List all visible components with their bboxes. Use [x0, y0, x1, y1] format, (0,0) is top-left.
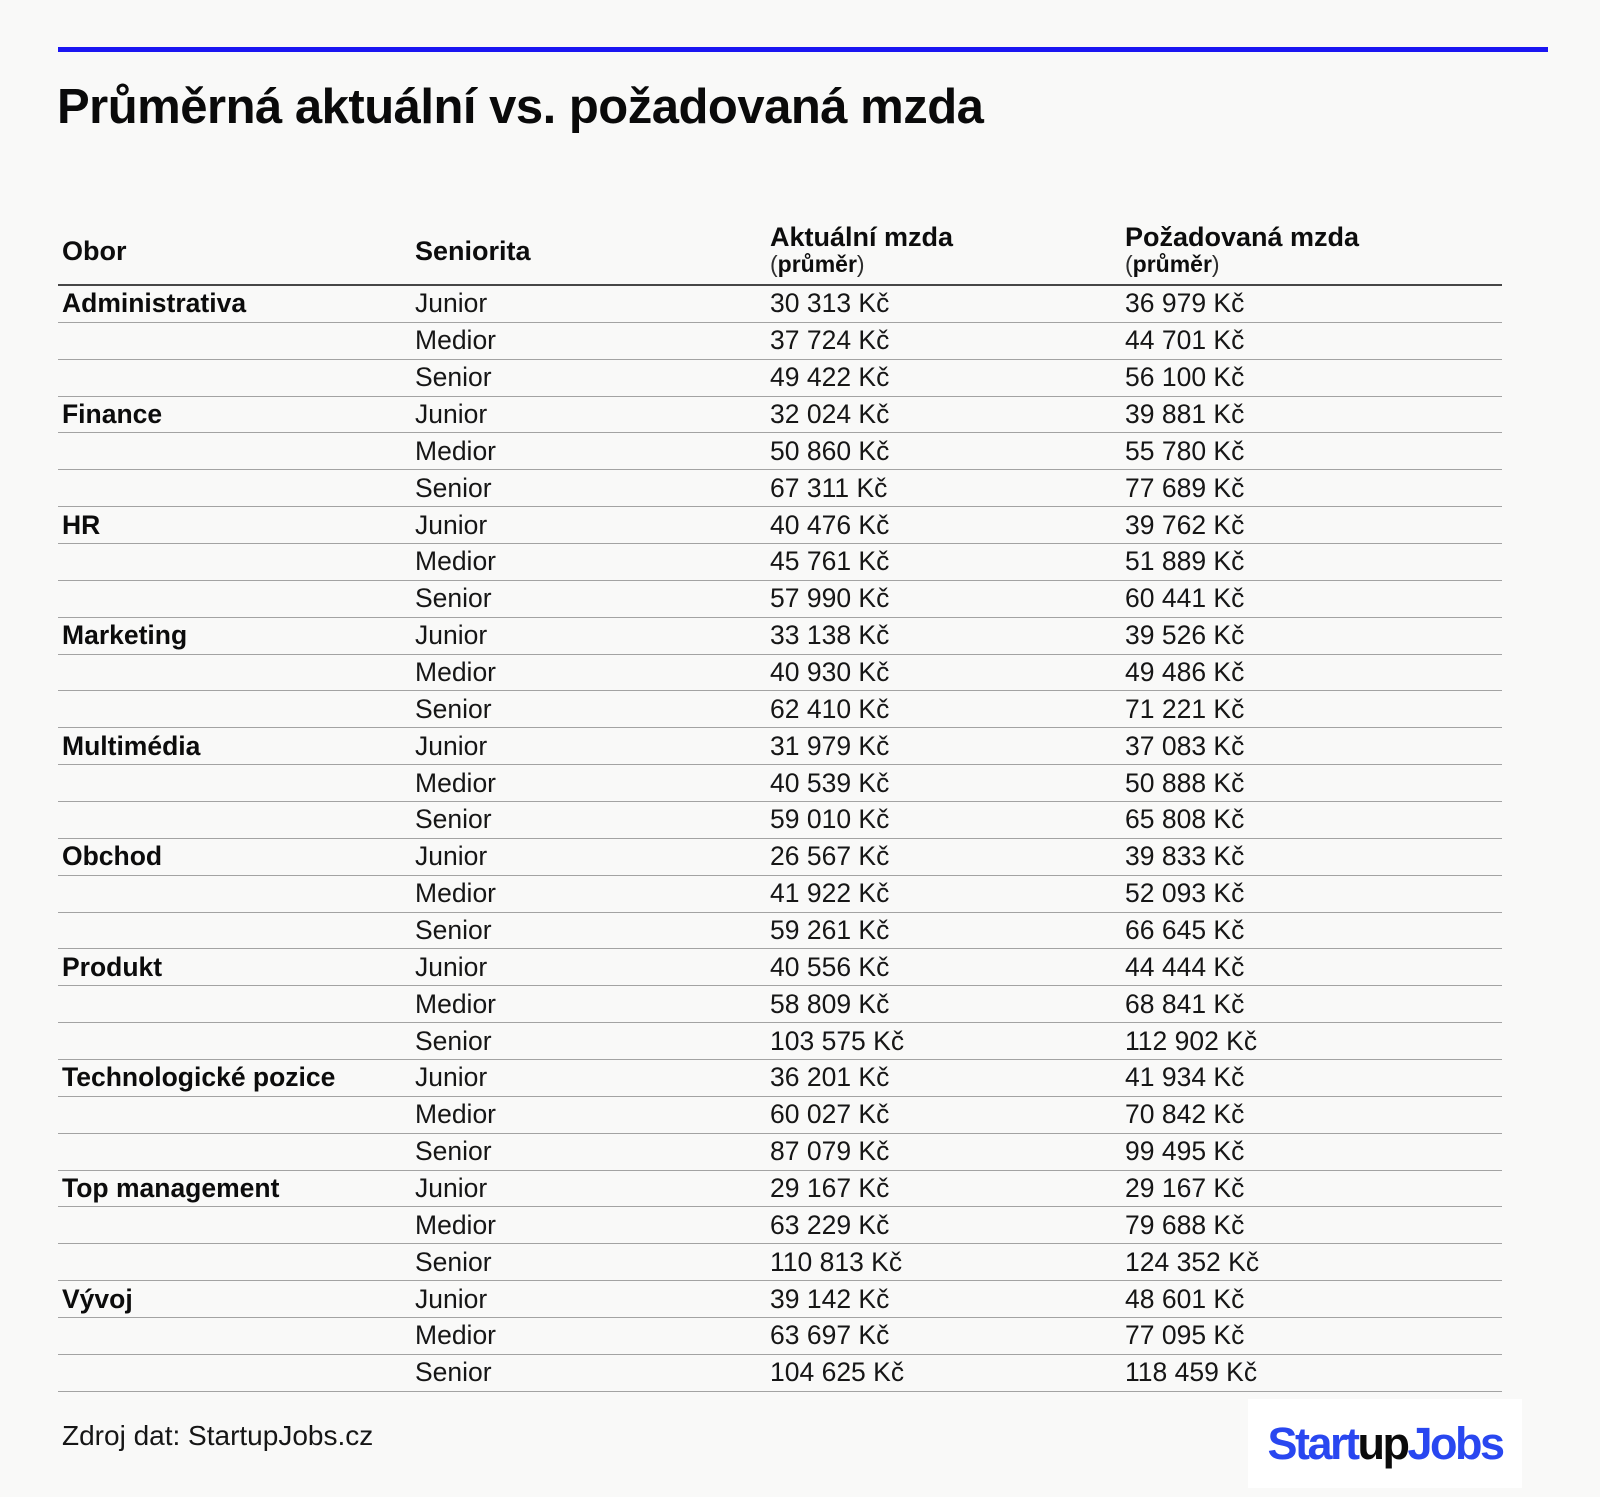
startupjobs-logo	[1248, 1399, 1522, 1488]
table-row	[58, 397, 1502, 434]
cell-pozadovana-mzda: 39 762 Kč	[1125, 509, 1245, 540]
table-row	[58, 544, 1502, 581]
cell-pozadovana-mzda: 68 841 Kč	[1125, 988, 1245, 1019]
col-header-pozadovana-subnote: (průměr)	[1125, 251, 1220, 278]
cell-seniorita: Senior	[415, 1246, 492, 1277]
cell-obor: Administrativa	[62, 288, 247, 319]
table-row	[58, 433, 1502, 470]
cell-aktualni-mzda: 40 476 Kč	[770, 509, 890, 540]
table-row	[58, 876, 1502, 913]
cell-seniorita: Junior	[415, 730, 488, 761]
cell-pozadovana-mzda: 65 808 Kč	[1125, 804, 1245, 835]
cell-aktualni-mzda: 59 261 Kč	[770, 915, 890, 946]
cell-seniorita: Junior	[415, 1173, 488, 1204]
cell-seniorita: Senior	[415, 1357, 492, 1388]
cell-seniorita: Senior	[415, 583, 492, 614]
cell-aktualni-mzda: 103 575 Kč	[770, 1025, 905, 1056]
table-row	[58, 470, 1502, 507]
cell-seniorita: Senior	[415, 362, 492, 393]
table-row	[58, 1134, 1502, 1171]
cell-aktualni-mzda: 36 201 Kč	[770, 1062, 890, 1093]
cell-aktualni-mzda: 33 138 Kč	[770, 620, 890, 651]
cell-aktualni-mzda: 40 539 Kč	[770, 767, 890, 798]
cell-pozadovana-mzda: 99 495 Kč	[1125, 1136, 1245, 1167]
table-body	[58, 286, 1502, 1392]
table-row	[58, 618, 1502, 655]
cell-obor: Technologické pozice	[62, 1062, 336, 1093]
table-row	[58, 691, 1502, 728]
table-row	[58, 1355, 1502, 1392]
cell-pozadovana-mzda: 41 934 Kč	[1125, 1062, 1245, 1093]
cell-obor: Marketing	[62, 620, 188, 651]
cell-seniorita: Senior	[415, 915, 492, 946]
cell-pozadovana-mzda: 39 833 Kč	[1125, 841, 1245, 872]
cell-pozadovana-mzda: 49 486 Kč	[1125, 657, 1245, 688]
table-row	[58, 1171, 1502, 1208]
cell-seniorita: Medior	[415, 435, 497, 466]
cell-pozadovana-mzda: 118 459 Kč	[1125, 1357, 1258, 1388]
cell-aktualni-mzda: 67 311 Kč	[770, 472, 888, 503]
table-row	[58, 360, 1502, 397]
cell-obor: Produkt	[62, 951, 163, 982]
cell-seniorita: Medior	[415, 1209, 497, 1240]
cell-aktualni-mzda: 57 990 Kč	[770, 583, 890, 614]
table-row	[58, 655, 1502, 692]
cell-aktualni-mzda: 30 313 Kč	[770, 288, 890, 319]
cell-seniorita: Junior	[415, 951, 488, 982]
table-row	[58, 507, 1502, 544]
cell-seniorita: Senior	[415, 472, 492, 503]
cell-aktualni-mzda: 110 813 Kč	[770, 1246, 903, 1277]
table-row	[58, 323, 1502, 360]
cell-aktualni-mzda: 26 567 Kč	[770, 841, 890, 872]
cell-pozadovana-mzda: 124 352 Kč	[1125, 1246, 1260, 1277]
salary-table	[58, 220, 1502, 1392]
table-row	[58, 1207, 1502, 1244]
cell-aktualni-mzda: 29 167 Kč	[770, 1173, 890, 1204]
cell-seniorita: Medior	[415, 325, 497, 356]
cell-aktualni-mzda: 37 724 Kč	[770, 325, 890, 356]
cell-pozadovana-mzda: 44 444 Kč	[1125, 951, 1245, 982]
cell-aktualni-mzda: 87 079 Kč	[770, 1136, 890, 1167]
table-row	[58, 728, 1502, 765]
cell-obor: Top management	[62, 1173, 280, 1204]
cell-aktualni-mzda: 58 809 Kč	[770, 988, 890, 1019]
cell-pozadovana-mzda: 77 689 Kč	[1125, 472, 1245, 503]
cell-seniorita: Medior	[415, 767, 497, 798]
table-row	[58, 986, 1502, 1023]
cell-aktualni-mzda: 31 979 Kč	[770, 730, 890, 761]
cell-seniorita: Medior	[415, 988, 497, 1019]
table-row	[58, 1318, 1502, 1355]
cell-seniorita: Junior	[415, 841, 488, 872]
cell-seniorita: Senior	[415, 693, 492, 724]
cell-obor: Finance	[62, 399, 163, 429]
cell-pozadovana-mzda: 56 100 Kč	[1125, 362, 1245, 393]
cell-pozadovana-mzda: 50 888 Kč	[1125, 767, 1245, 798]
cell-pozadovana-mzda: 37 083 Kč	[1125, 730, 1245, 761]
table-row	[58, 949, 1502, 986]
table-row	[58, 1023, 1502, 1060]
cell-seniorita: Medior	[415, 546, 497, 577]
cell-pozadovana-mzda: 39 881 Kč	[1125, 399, 1245, 429]
cell-aktualni-mzda: 41 922 Kč	[770, 878, 890, 909]
cell-seniorita: Junior	[415, 1062, 488, 1093]
accent-rule	[58, 47, 1548, 52]
cell-aktualni-mzda: 50 860 Kč	[770, 435, 890, 466]
data-source: Zdroj dat: StartupJobs.cz	[62, 1420, 374, 1451]
cell-pozadovana-mzda: 48 601 Kč	[1125, 1283, 1245, 1314]
cell-aktualni-mzda: 45 761 Kč	[770, 546, 890, 577]
cell-aktualni-mzda: 40 556 Kč	[770, 951, 890, 982]
table-row	[58, 1244, 1502, 1281]
cell-pozadovana-mzda: 66 645 Kč	[1125, 915, 1245, 946]
cell-seniorita: Medior	[415, 1099, 497, 1130]
table-row	[58, 913, 1502, 950]
table-row	[58, 286, 1502, 323]
cell-obor: HR	[62, 509, 101, 540]
cell-seniorita: Junior	[415, 509, 488, 540]
table-row	[58, 765, 1502, 802]
table-row	[58, 1097, 1502, 1134]
cell-obor: Vývoj	[62, 1283, 133, 1314]
table-header-row	[58, 220, 1502, 286]
cell-pozadovana-mzda: 36 979 Kč	[1125, 288, 1245, 319]
table-row	[58, 802, 1502, 839]
col-header-aktualni-mzda	[768, 220, 1123, 284]
cell-seniorita: Senior	[415, 1136, 492, 1167]
table-row	[58, 1060, 1502, 1097]
cell-aktualni-mzda: 32 024 Kč	[770, 399, 890, 429]
cell-seniorita: Junior	[415, 620, 488, 651]
cell-aktualni-mzda: 60 027 Kč	[770, 1099, 890, 1130]
cell-pozadovana-mzda: 60 441 Kč	[1125, 583, 1245, 614]
cell-aktualni-mzda: 63 697 Kč	[770, 1320, 890, 1351]
cell-obor: Multimédia	[62, 730, 201, 761]
cell-aktualni-mzda: 49 422 Kč	[770, 362, 890, 393]
col-header-seniorita: Seniorita	[415, 235, 531, 266]
col-header-pozadovana-mzda	[1123, 220, 1502, 284]
cell-seniorita: Junior	[415, 1283, 488, 1314]
cell-pozadovana-mzda: 70 842 Kč	[1125, 1099, 1245, 1130]
cell-seniorita: Medior	[415, 657, 497, 688]
cell-pozadovana-mzda: 51 889 Kč	[1125, 546, 1245, 577]
cell-aktualni-mzda: 59 010 Kč	[770, 804, 890, 835]
table-row	[58, 839, 1502, 876]
cell-pozadovana-mzda: 77 095 Kč	[1125, 1320, 1245, 1351]
cell-aktualni-mzda: 62 410 Kč	[770, 693, 890, 724]
cell-pozadovana-mzda: 112 902 Kč	[1125, 1025, 1258, 1056]
cell-seniorita: Junior	[415, 288, 488, 319]
cell-aktualni-mzda: 39 142 Kč	[770, 1283, 890, 1314]
cell-seniorita: Junior	[415, 399, 488, 429]
cell-pozadovana-mzda: 79 688 Kč	[1125, 1209, 1245, 1240]
cell-pozadovana-mzda: 55 780 Kč	[1125, 435, 1245, 466]
cell-obor: Obchod	[62, 841, 163, 872]
cell-pozadovana-mzda: 44 701 Kč	[1125, 325, 1245, 356]
col-header-obor: Obor	[62, 235, 127, 266]
cell-seniorita: Medior	[415, 878, 497, 909]
cell-pozadovana-mzda: 71 221 Kč	[1125, 693, 1245, 724]
cell-pozadovana-mzda: 52 093 Kč	[1125, 878, 1245, 909]
table-row	[58, 1281, 1502, 1318]
col-header-aktualni-subnote: (průměr)	[770, 251, 865, 278]
col-header-aktualni-label: Aktuální mzda	[770, 222, 954, 253]
cell-pozadovana-mzda: 39 526 Kč	[1125, 620, 1245, 651]
cell-pozadovana-mzda: 29 167 Kč	[1125, 1173, 1245, 1204]
cell-aktualni-mzda: 40 930 Kč	[770, 657, 890, 688]
col-header-pozadovana-label: Požadovaná mzda	[1125, 222, 1360, 253]
table-row	[58, 581, 1502, 618]
cell-aktualni-mzda: 104 625 Kč	[770, 1357, 905, 1388]
cell-seniorita: Senior	[415, 804, 492, 835]
cell-aktualni-mzda: 63 229 Kč	[770, 1209, 890, 1240]
page-title: Průměrná aktuální vs. požadovaná mzda	[57, 80, 984, 134]
cell-seniorita: Medior	[415, 1320, 497, 1351]
startupjobs-logo-text: StartupJobs	[1267, 1417, 1503, 1469]
cell-seniorita: Senior	[415, 1025, 492, 1056]
